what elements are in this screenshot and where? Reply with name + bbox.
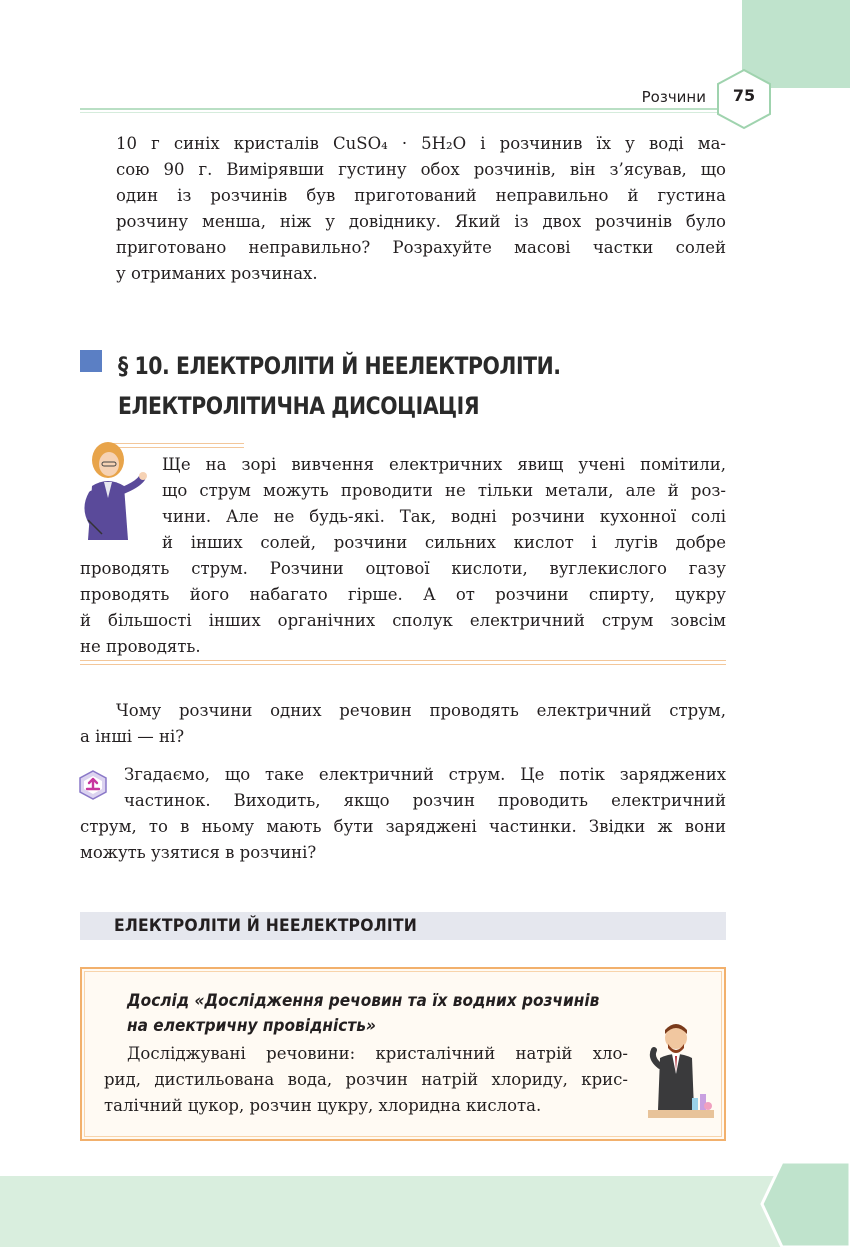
experiment-title: [127, 988, 599, 1038]
text-line: частинок. Виходить, якщо розчин проводить електричний: [124, 791, 726, 810]
text-line: 10 г синіх кристалів CuSO₄ · 5H₂O і розчинив їх у воді ма-: [116, 134, 726, 153]
text-line: проводять струм. Розчини оцтової кислоти, вуглекислого газу: [80, 559, 726, 578]
text-line: можуть узятися в розчині?: [80, 843, 317, 862]
problem-continuation: [116, 131, 726, 287]
text-line: рид, дистильована вода, розчин натрій хлориду, крис-: [104, 1070, 628, 1089]
text-line: й інших солей, розчини сильних кислот і лугів добре: [162, 533, 726, 552]
text-line: не проводять.: [80, 637, 201, 656]
text-line: проводять його набагато гірше. А от розчини спирту, цукру: [80, 585, 726, 604]
text-line: й більшості інших органічних сполук електричний струм зовсім: [80, 611, 726, 630]
text-line: один із розчинів був приготований неправильно й густина: [116, 186, 726, 205]
running-head: Розчини: [641, 88, 706, 106]
intro-decor-line: [80, 664, 726, 665]
intro-decor-line: [80, 660, 726, 661]
text-line: талічний цукор, розчин цукру, хлоридна кислота.: [104, 1096, 542, 1115]
text-line: розчину менша, ніж у довіднику. Який із двох розчинів було: [116, 212, 726, 231]
text-line: Згадаємо, що таке електричний струм. Це потік заряджених: [124, 765, 726, 784]
text-line: чини. Але не будь-які. Так, водні розчини кухонної солі: [162, 507, 726, 526]
footer-hexagon-decor: [760, 1160, 850, 1247]
section-title-line: § 10. ЕЛЕКТРОЛІТИ Й НЕЕЛЕКТРОЛІТИ.: [118, 352, 561, 380]
text-line: струм, то в ньому мають бути заряджені частинки. Звідки ж вони: [80, 817, 726, 836]
experiment-paragraph: [104, 1041, 628, 1119]
header-rule-thin: [80, 112, 760, 113]
section-marker-square: [80, 350, 102, 372]
text-line: сою 90 г. Вимірявши густину обох розчинів, він з’ясував, що: [116, 160, 726, 179]
scientist-man-illustration: [648, 1022, 714, 1122]
experiment-title-line: Дослід «Дослідження речовин та їх водних розчинів: [127, 991, 600, 1010]
text-line: Ще на зорі вивчення електричних явищ учені помітили,: [162, 455, 726, 474]
text-line: приготовано неправильно? Розрахуйте масові частки солей: [116, 238, 726, 257]
page-number: 75: [732, 86, 756, 105]
subsection-title: ЕЛЕКТРОЛІТИ Й НЕЕЛЕКТРОЛІТИ: [114, 916, 417, 936]
text-line: у отриманих розчинах.: [116, 264, 318, 283]
intro-paragraph: [80, 452, 726, 660]
text-line: Досліджувані речовини: кристалічний натрій хло-: [127, 1044, 628, 1063]
section-title-line: ЕЛЕКТРОЛІТИЧНА ДИСОЦІАЦІЯ: [118, 392, 480, 420]
section-title: [118, 346, 561, 426]
recall-paragraph: [80, 762, 726, 866]
text-line: що струм можуть проводити не тільки метали, але й роз-: [162, 481, 726, 500]
footer-band: [0, 1176, 850, 1247]
text-line: а інші — ні?: [80, 727, 185, 746]
experiment-title-line: на електричну провідність»: [127, 1016, 376, 1035]
header-rule: [80, 108, 760, 110]
text-line: Чому розчини одних речовин проводять електричний струм,: [116, 701, 726, 720]
question-paragraph: [80, 698, 726, 750]
